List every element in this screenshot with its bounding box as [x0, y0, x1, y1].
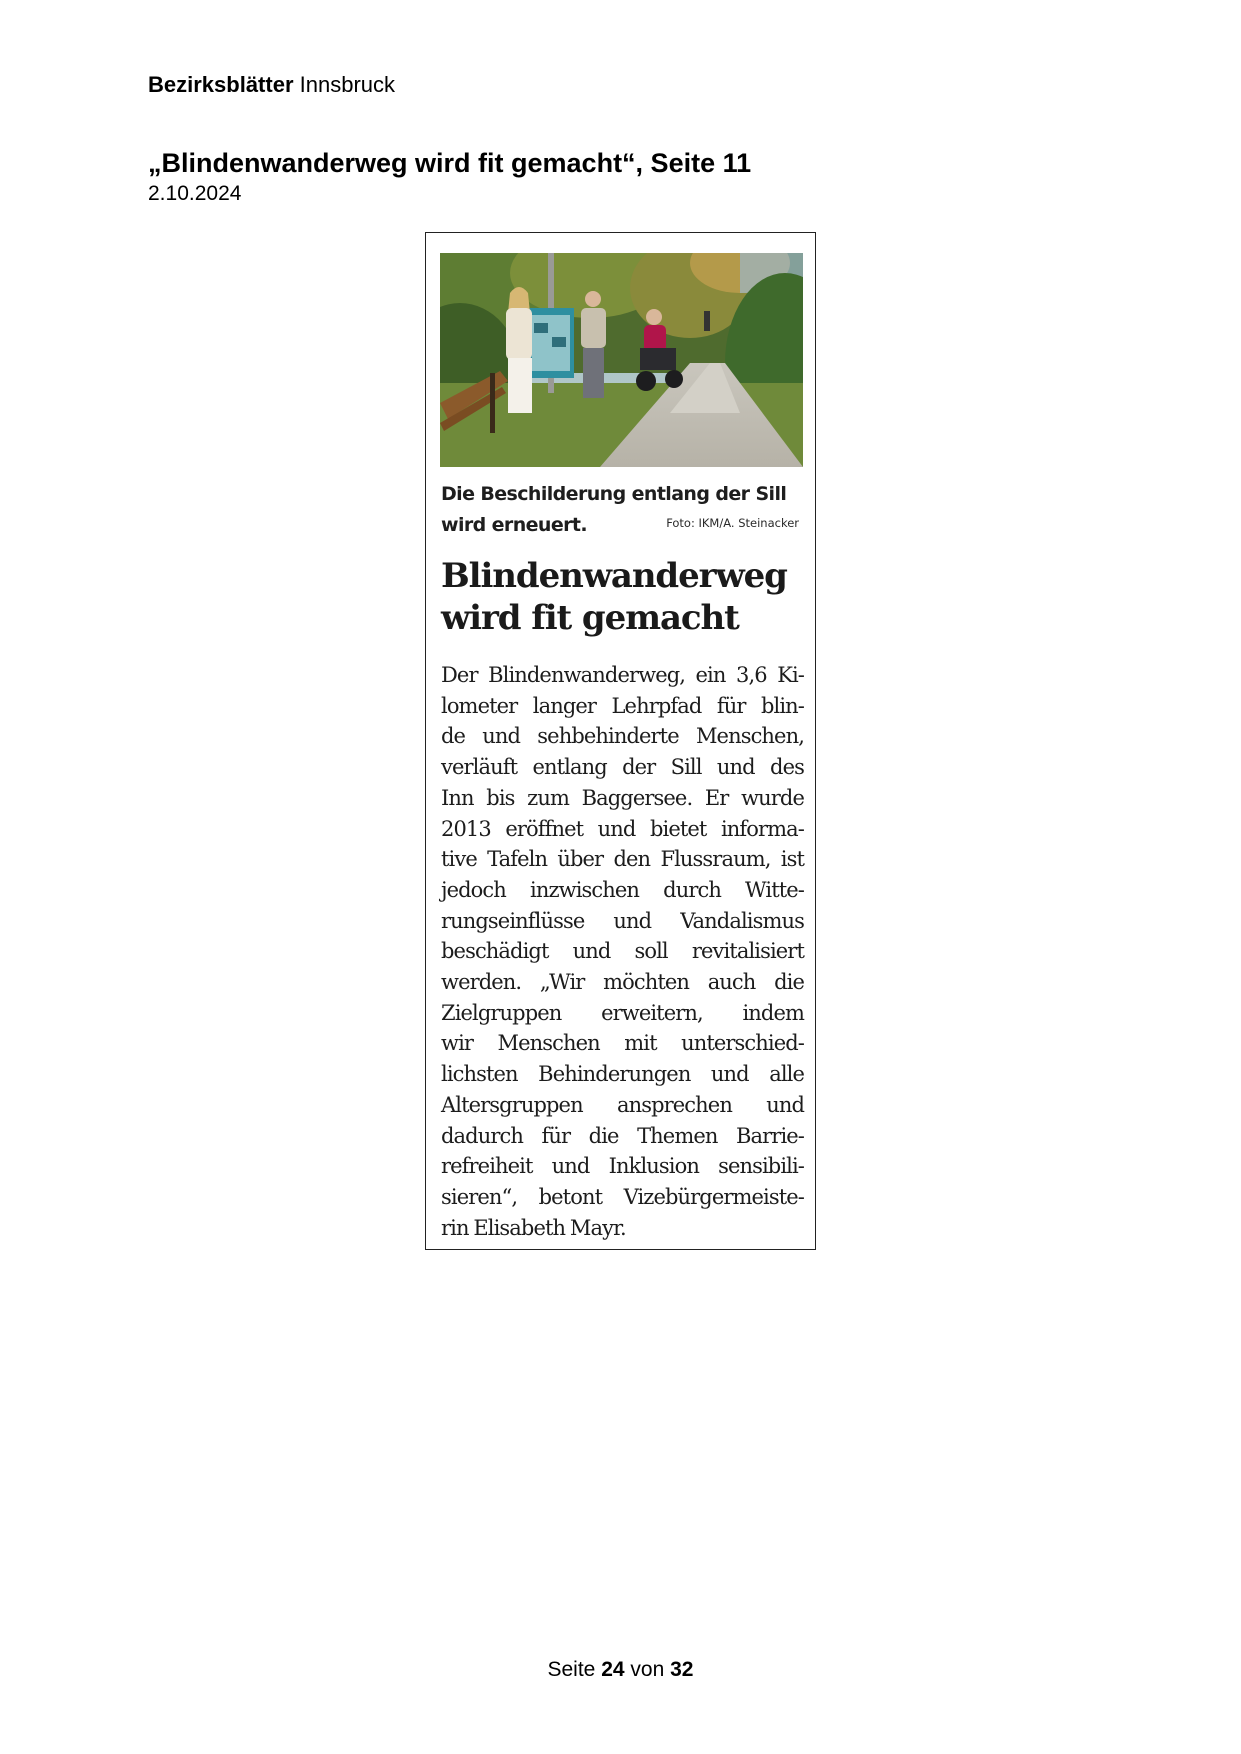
article-photo-illustration	[440, 253, 803, 467]
article-photo	[440, 253, 803, 467]
article-body-line: Inn bis zum Baggersee. Er wurde	[441, 785, 804, 810]
article-body-line: verläuft entlang der Sill und des	[441, 755, 804, 780]
article-body-line: 2013 eröffnet und bietet informa-	[441, 816, 804, 841]
article-body-line: werden. „Wir möchten auch die	[441, 970, 804, 995]
footer-separator: von	[630, 1658, 665, 1681]
page-footer	[0, 1658, 1241, 1682]
caption-line-2: wird erneuert.	[441, 514, 588, 536]
article-body-line: de und sehbehinderte Menschen,	[441, 724, 804, 749]
photo-credit: Foto: IKM/A. Steinacker	[666, 516, 799, 530]
article-body-line: lichsten Behinderungen und alle	[441, 1062, 804, 1087]
publication-region: Innsbruck	[299, 72, 396, 97]
article-body-line: tive Tafeln über den Flussraum, ist	[441, 847, 804, 872]
photo-caption	[441, 479, 803, 541]
article-body-line: sieren“, betont Vizebürgermeiste-	[441, 1184, 804, 1209]
article-body-line: dadurch für die Themen Barrie-	[441, 1123, 804, 1148]
article-headline	[441, 555, 811, 639]
document-title: „Blindenwanderweg wird fit gemacht“, Seite 11	[148, 148, 752, 178]
article-body-line: beschädigt und soll revitalisiert	[441, 939, 804, 964]
footer-prefix: Seite	[547, 1658, 596, 1681]
footer-page-number: 24	[601, 1658, 625, 1681]
article-body-line: refreiheit und Inklusion sensibili-	[441, 1154, 804, 1179]
headline-line-1: Blindenwanderweg	[441, 556, 787, 596]
article-body-line: rungseinflüsse und Vandalismus	[441, 908, 804, 933]
article-body-line: wir Menschen mit unterschied-	[441, 1031, 804, 1056]
publication-brand: Bezirksblätter	[148, 72, 294, 97]
article-body-line: Der Blindenwanderweg, ein 3,6 Ki-	[441, 663, 804, 687]
newspaper-clipping	[425, 232, 816, 1250]
caption-line-1: Die Beschilderung entlang der Sill	[441, 483, 787, 505]
article-body-line: Zielgruppen erweitern, indem	[441, 1000, 804, 1025]
headline-line-2: wird fit gemacht	[441, 598, 739, 638]
article-body-line: jedoch inzwischen durch Witte-	[441, 877, 804, 902]
document-date: 2.10.2024	[148, 182, 242, 205]
footer-page-total: 32	[670, 1658, 694, 1681]
article-body	[441, 660, 804, 1243]
article-body-line: rin Elisabeth Mayr.	[441, 1215, 626, 1240]
publication-name	[148, 72, 395, 98]
article-body-line: lometer langer Lehrpfad für blin-	[441, 693, 804, 718]
article-body-line: Altersgruppen ansprechen und	[441, 1092, 804, 1117]
